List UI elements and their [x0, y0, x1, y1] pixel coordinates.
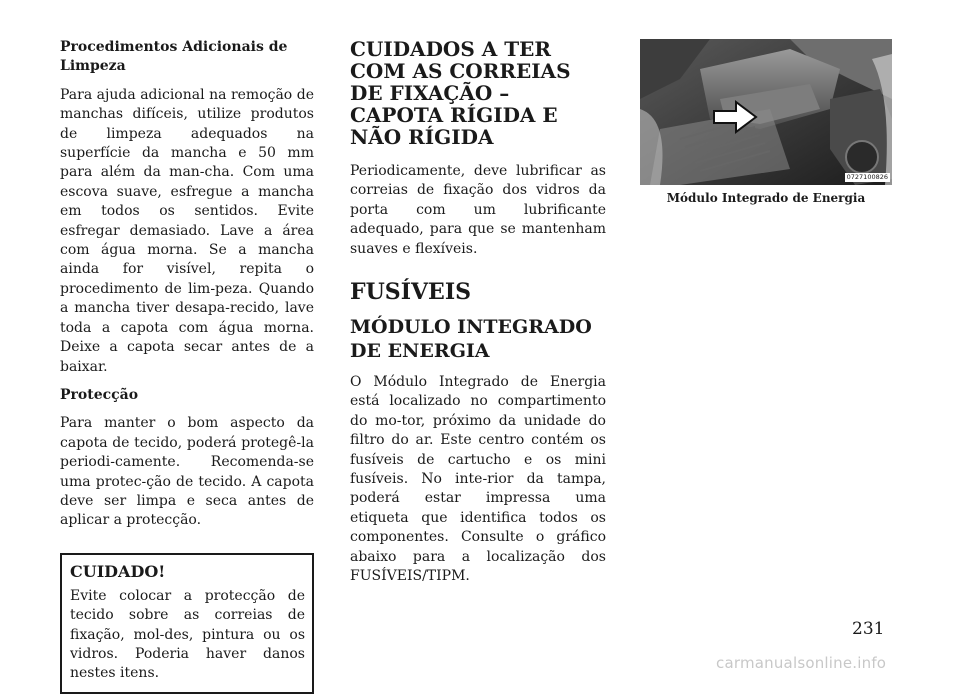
page-number: 231	[852, 619, 885, 639]
module-heading: MÓDULO INTEGRADO DE ENERGIA	[350, 316, 592, 363]
protection-paragraph: Para manter o bom aspecto da capota de tecido, poderá protegê-la periodi-camente. Recomenda-se uma protec-ção de tecido. A capota deve ser limpa e seca antes de aplicar a protecção.	[60, 415, 314, 529]
straps-paragraph: Periodicamente, deve lubrificar as correias de fixação dos vidros da porta com um lubrificante adequado, para que se mantenham suaves e flexíveis.	[350, 163, 606, 257]
caution-box	[60, 553, 314, 694]
engine-bay-illustration	[640, 39, 892, 185]
caution-title: CUIDADO!	[70, 561, 166, 581]
watermark: carmanualsonline.info	[716, 654, 887, 672]
protection-heading: Protecção	[60, 386, 139, 403]
straps-heading: CUIDADOS A TER COM AS CORREIAS DE FIXAÇÃO – CAPOTA RÍGIDA E NÃO RÍGIDA	[350, 37, 571, 149]
photo-caption: Módulo Integrado de Energia	[666, 191, 866, 205]
left-column	[60, 38, 314, 694]
cleaning-paragraph: Para ajuda adicional na remoção de manchas difíceis, utilize produtos de limpeza adequados na superfície da mancha e 50 mm para além da man-cha. Com uma escova suave, esfregue a mancha em todos os sentidos. Evite esfregar demasiado. Lave a área com água morna. Se a mancha ainda for visível, repita o procedimento de lim-peza. Quando a mancha tiver desapa-recido, lave toda a capota com água morna. Deixe a capota secar antes de a baixar.	[60, 86, 314, 375]
right-column	[640, 39, 892, 205]
cleaning-heading: Procedimentos Adicionais de Limpeza	[60, 39, 288, 75]
caution-text: Evite colocar a protecção de tecido sobre as correias de fixação, mol-des, pintura ou os vidros. Poderia haver danos nestes itens.	[70, 587, 305, 682]
fuses-heading: FUSÍVEIS	[350, 279, 471, 306]
photo-code: 0727100826	[846, 173, 888, 181]
engine-compartment-photo	[640, 39, 892, 185]
module-paragraph: O Módulo Integrado de Energia está localizado no compartimento do mo-tor, próximo da unidade do filtro do ar. Este centro contém os fusíveis de cartucho e os mini fusíveis. No inte-rior da tampa, poderá estar impressa uma etiqueta que identifica todos os componentes. Consulte o gráfico abaixo para a localização dos FUSÍVEIS/TIPM.	[350, 374, 606, 585]
middle-column	[350, 38, 606, 596]
